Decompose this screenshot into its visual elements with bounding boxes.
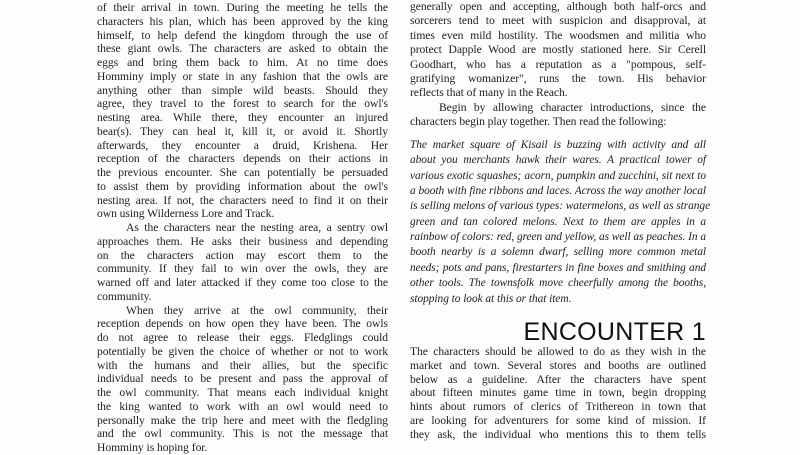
body-line: himself, to help defend the kingdom through the use of: [97, 28, 388, 42]
body-line: characters his plan, which has been approved by the king: [97, 14, 388, 28]
body-line: they ask, the individual who mentions this to them tells: [410, 427, 706, 441]
read-aloud-line: booth nearby is a solemn dwarf, selling more common metal: [410, 246, 706, 259]
read-aloud-line: needs; pots and pans, firestarters in fine boxes and smithing and: [410, 261, 706, 274]
body-line: market and town. Several stores and booths are outlined: [410, 358, 706, 372]
body-line: agree, they travel to the forest to search for the owl's: [97, 97, 388, 111]
body-line: potentially be given the choice of whether or not to work: [97, 344, 388, 358]
body-line: reflects that of many in the Reach.: [410, 86, 568, 100]
body-line: below as a guideline. After the characters have spent: [410, 372, 706, 386]
read-aloud-line: green and tan colored melons. Next to them are apples in a: [410, 215, 706, 228]
body-line: generally open and accepting, although both half-orcs and: [410, 0, 706, 13]
body-line: sorcerers tend to meet with suspicion and disapproval, at: [410, 14, 706, 28]
body-line: these giant owls. The characters are asked to obtain the: [97, 42, 388, 56]
body-line: nesting area. If not, the characters need to find it on their: [97, 193, 388, 207]
body-line: own using Wilderness Lore and Track.: [97, 207, 275, 221]
body-line: gratifying womanizer", runs the town. His behavior: [410, 72, 706, 85]
read-aloud-line: other tools. The townsfolk move cheerfully among the booths,: [410, 277, 706, 290]
body-line: afterwards, they encounter a druid, Krishena. Her: [97, 138, 388, 152]
body-line: Begin by allowing character introductions, since the: [439, 100, 706, 114]
read-aloud-line: rainbow of colors: red, green and yellow, as well as peaches. In a: [410, 231, 706, 244]
body-line: community.: [97, 289, 152, 303]
body-line: community. If they fail to win over the owls, they are: [97, 262, 388, 276]
body-line: and the owl community. This is not the message that: [97, 427, 388, 441]
body-line: reception of the characters depends on their actions in: [97, 152, 388, 166]
read-aloud-line: about you merchants hawk their wares. A practical tower of: [410, 154, 706, 167]
body-line: approaches them. He asks their business and depending: [97, 234, 388, 248]
body-line: individual needs to be present and pass the approval of: [97, 372, 388, 386]
body-line: reception depends on how open they have been. The owls: [97, 317, 388, 331]
body-line: do not agree to release their eggs. Fledglings could: [97, 331, 388, 344]
body-line: Goodhart, who has a reputation as a "pompous, self-: [410, 57, 706, 71]
body-line: hints about rumors of clerics of Trithereon in town that: [410, 400, 706, 413]
body-line: characters begin play together. Then read the following:: [410, 115, 667, 129]
body-line: on the characters action may escort them to the: [97, 248, 388, 262]
body-line: As the characters near the nesting area, a sentry owl: [126, 221, 388, 234]
read-aloud-line: The market square of Kisail is buzzing with activity and all: [410, 139, 706, 151]
body-line: times even mild hostility. The woodsmen and militia who: [410, 28, 706, 42]
body-line: the previous encounter. She can potentially be persuaded: [97, 166, 388, 179]
body-line: Homminy imply or state in any fashion that the owls are: [97, 69, 388, 83]
read-aloud-line: stopping to look at this or that item.: [410, 292, 572, 305]
body-line: When they arrive at the owl community, their: [126, 303, 388, 317]
body-line: warned off and later attacked if they come too close to the: [97, 276, 388, 289]
body-line: about fifteen minutes game time in town, begin dropping: [410, 386, 706, 400]
body-line: with the humans and their allies, but the specific: [97, 358, 388, 372]
body-line: nesting area. While there, they encounter an injured: [97, 111, 388, 124]
encounter-heading: ENCOUNTER 1: [523, 318, 706, 346]
body-line: The characters should be allowed to do as they wish in the: [410, 345, 706, 358]
read-aloud-line: is selling melons of various types: watermelons, as well as strange: [410, 200, 711, 213]
body-line: the king wanted to work with an owl would need to: [97, 399, 388, 413]
body-line: eggs and bring them back to him. At no time does: [97, 56, 388, 69]
body-line: to assist them by providing information about the owl's: [97, 179, 388, 193]
body-line: personally make the trip here and meet with the fledgling: [97, 413, 388, 427]
body-line: protect Dapple Wood are mostly stationed here. Sir Cerell: [410, 43, 706, 57]
read-aloud-line: various exotic squashes; acorn, pumpkin and zucchini, sit next to: [410, 169, 706, 182]
body-line: Homminy is hoping for.: [97, 441, 208, 454]
read-aloud-line: a booth with fine ribbons and laces. Across the way another local: [410, 185, 706, 198]
body-line: bear(s). They can heal it, kill it, or avoid it. Shortly: [97, 124, 388, 138]
body-line: the owl community. That means each individual knight: [97, 386, 388, 399]
body-line: are looking for adventurers for some kind of mission. If: [410, 413, 706, 427]
body-line: of their arrival in town. During the meeting he tells the: [97, 1, 388, 14]
body-line: anything other than simple wild beasts. Should they: [97, 83, 388, 97]
